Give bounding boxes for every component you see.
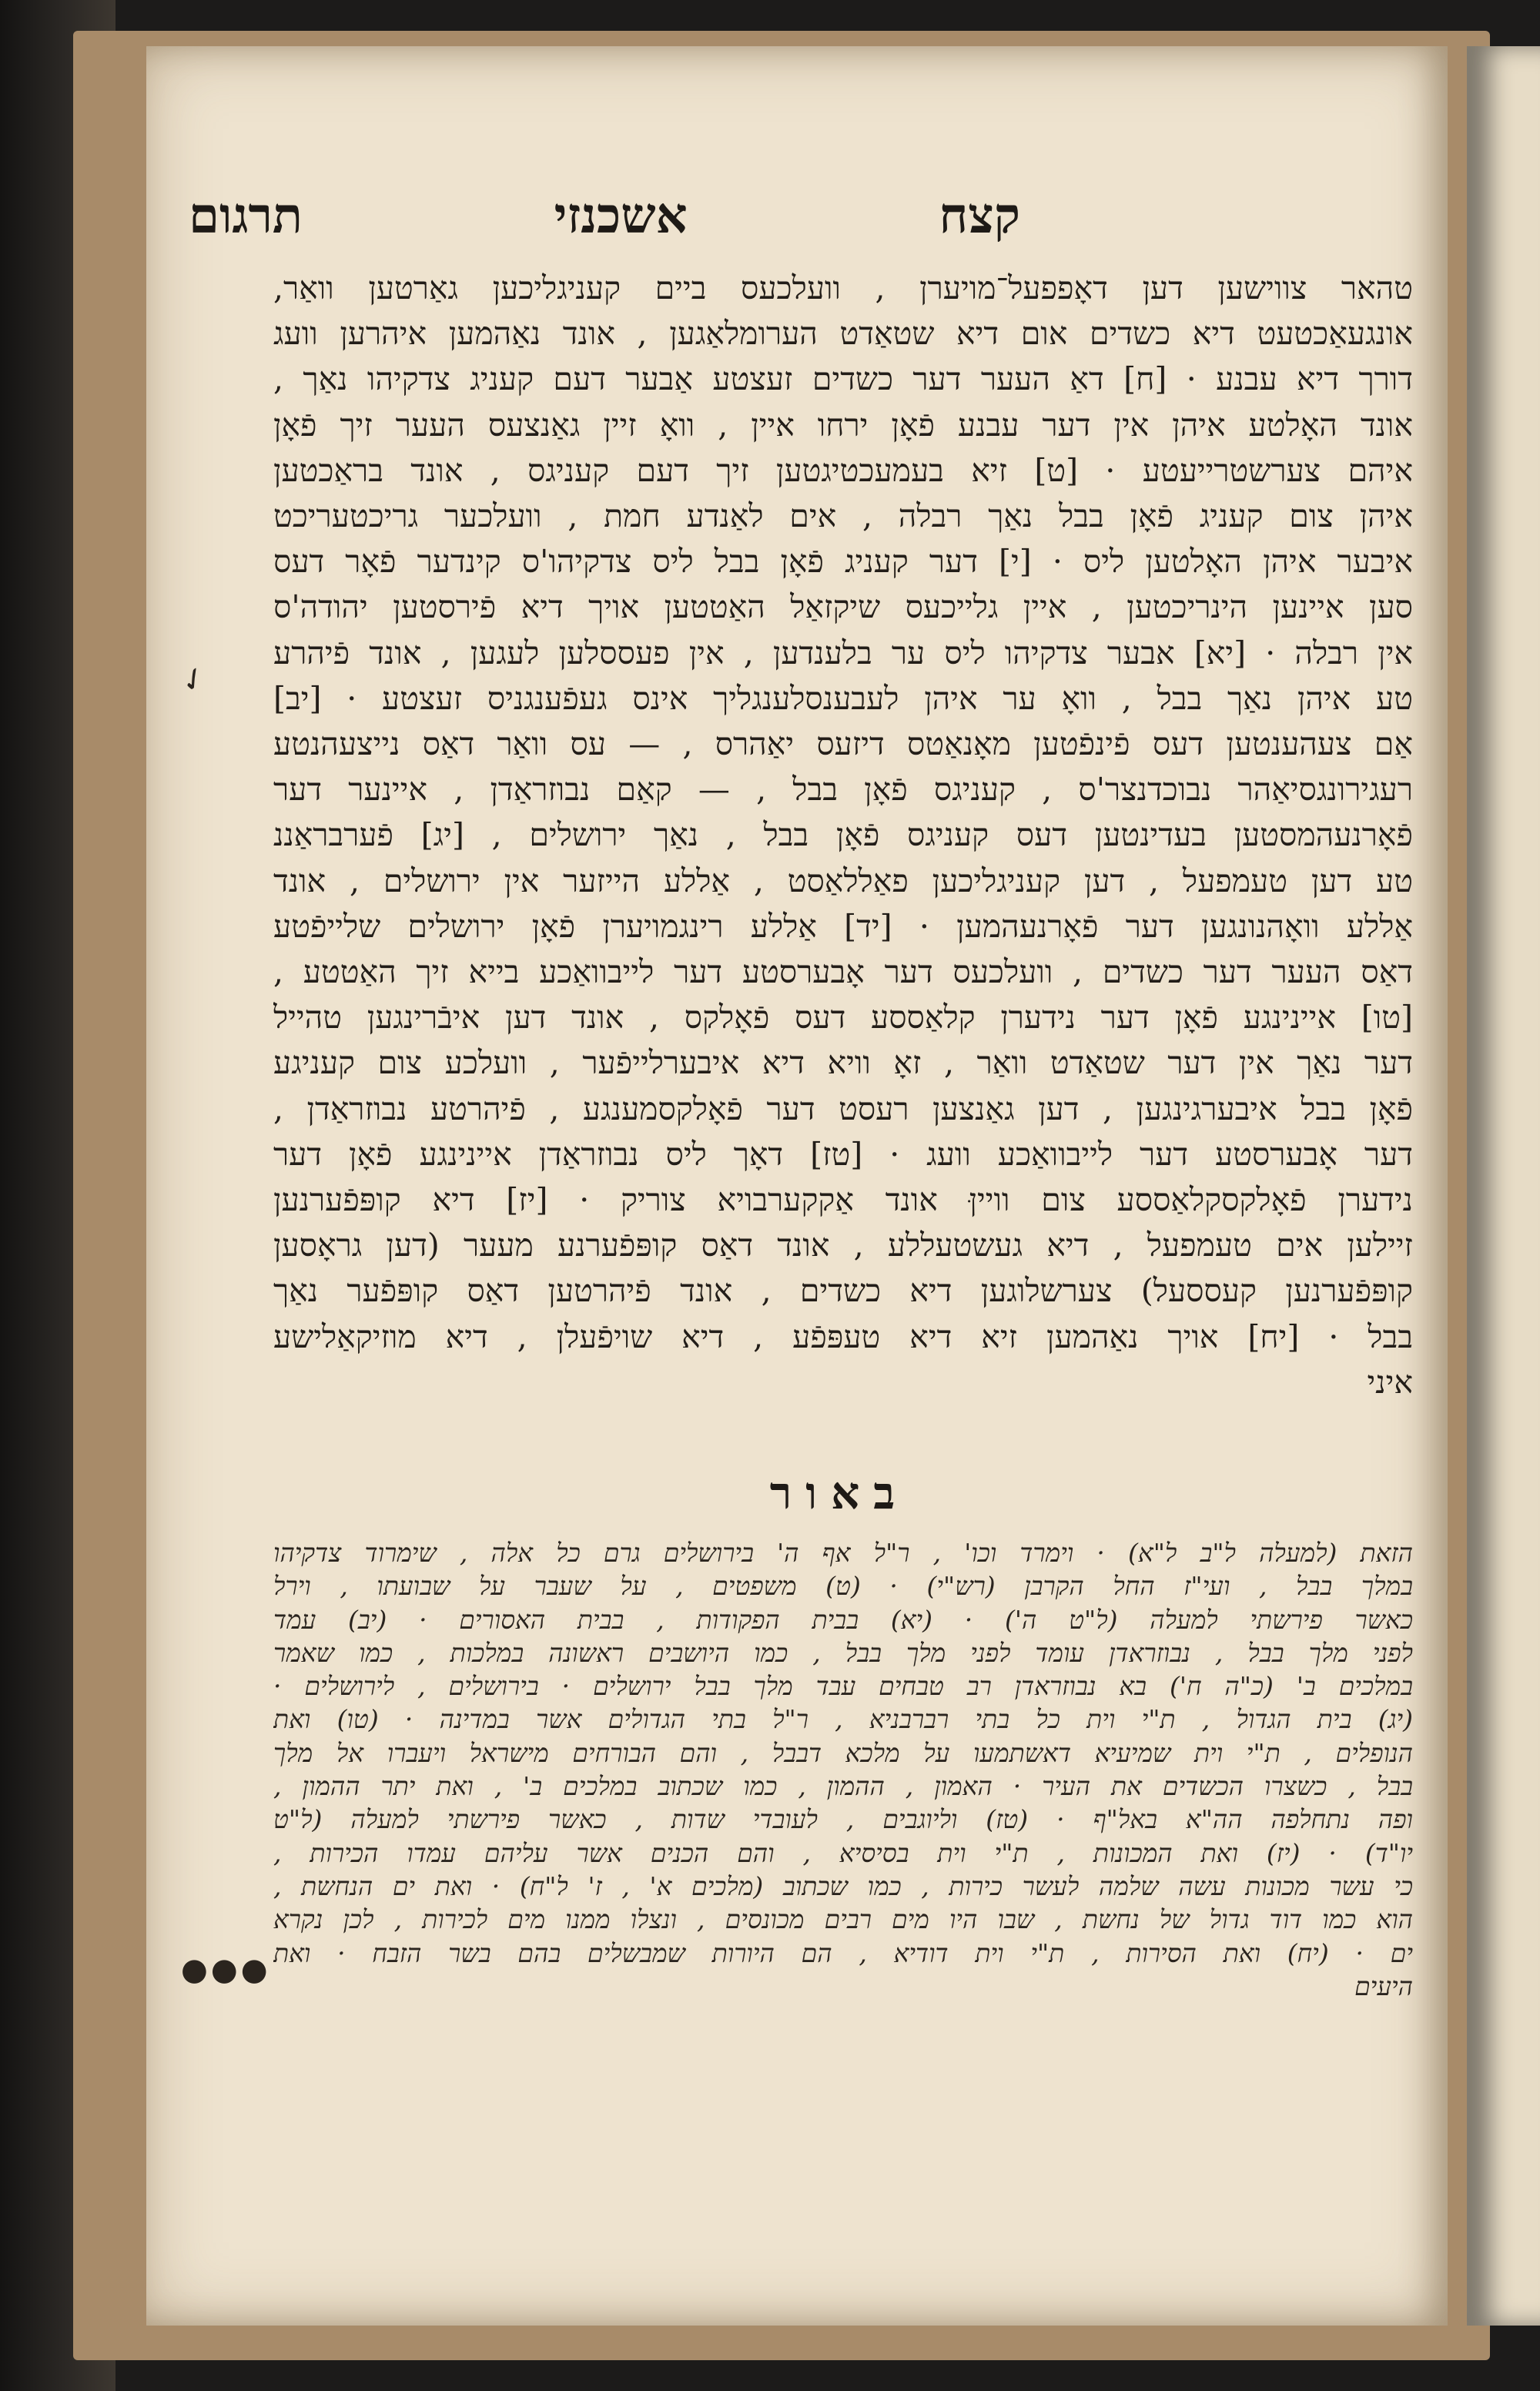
commentary-line: היעים bbox=[1354, 1971, 1413, 2001]
main-text-line: [טו] איינינגע פֿאָן דער נידערן קלאַססע דעס פֿאָלקס , אונד דען איבֿרינגען טהייל bbox=[273, 999, 1413, 1036]
commentary-line: ופה נתחלפה הה"א באל"ף · (טז) וליוגבים , לעובדי שדות , כאשר פירשתי למעלה (ל"ט bbox=[273, 1804, 1413, 1835]
margin-mark-dots: ●●● bbox=[181, 1952, 271, 1987]
main-text-line: אַללע וואָהנונגען דער פֿאָרנעהמען · [יד] אַללע רינגמויערן פֿאָן ירושלים שלייפֿטע bbox=[273, 907, 1413, 945]
page-number: קצח bbox=[939, 186, 1020, 245]
page-header bbox=[189, 173, 1020, 258]
commentary-line: כאשר פירשתי למעלה (ל"ט ה') · (יא) בבית הפקודות , בבית האסורים · (יב) עמד bbox=[273, 1604, 1413, 1635]
main-text-line: דער אָבערסטע דער לייבוואַכע וועג · [טז] דאָך ליס נבוזראַדן איינינגע פֿאָן דער bbox=[273, 1135, 1413, 1173]
commentary-line: בבל , כשצרו הכשדים את העיר · האמון , ההמון , כמו שכתוב במלכים ב' , ואת יתר ההמון , bbox=[273, 1771, 1413, 1802]
main-text-line: אונד האָלטע איהן אין דער עבנע פֿאָן ירחו איין , וואָ זיין גאַנצעס העער זיך פֿאָן bbox=[273, 406, 1413, 444]
main-text-line: קופּפֿערנען קעססעל) צערשלוגען דיא כשדים , אונד פֿיהרטען דאַס קופּפֿער נאַך bbox=[273, 1272, 1413, 1310]
commentary-block bbox=[273, 1536, 1413, 2075]
main-text-line: רעגירונגסיאַהר נבוכדנצר'ס , קעניגס פֿאָן בבל , — קאַם נבוזראַדן , איינער דער bbox=[273, 771, 1413, 809]
commentary-line: הנופלים , ת"י וית שמיעיא דאשתמעו על מלכא דבבל , והם הבורחים מישראל ויעברו אל מלך bbox=[273, 1737, 1413, 1768]
header-left-title: תרגום bbox=[189, 186, 303, 245]
main-text-block bbox=[273, 266, 1413, 1452]
main-text-line: טע דען טעמפעל , דען קעניגליכען פאַללאַסט , אַללע הייזער אין ירושלים , אונד bbox=[273, 862, 1413, 899]
main-text-line: איהן צום קעניג פֿאָן בבל נאַך רבלה , אים לאַנדע חמת , וועלכער גריכטעריכט bbox=[273, 497, 1413, 535]
main-text-line: סען איינען הינריכטען , איין גלייכעס שיקזאַל האַטטען אויך דיא פֿירסטען יהודה'ס bbox=[273, 588, 1413, 626]
main-text-line: דער נאַך אין דער שטאַדט וואַר , זאָ וויא דיא איבערלייפֿער , וועלכע צום קעניגע bbox=[273, 1044, 1413, 1082]
margin-mark-check: ✓ bbox=[173, 658, 214, 702]
section-title: באור bbox=[769, 1467, 909, 1519]
commentary-line: כי עשר מכונות עשה שלמה לעשר כירות , כמו שכתוב (מלכים א' , ז' ל"ח) · ואת ים הנחשת , bbox=[273, 1870, 1413, 1901]
main-text-line: אין רבלה · [יא] אבער צדקיהו ליס ער בלענדען , אין פעססלען לעגען , אונד פֿיהרע bbox=[273, 634, 1413, 671]
main-text-line: בבל · [יח] אויך נאַהמען זיא דיא טעפּפֿע , דיא שויפֿעלן , דיא מוזיקאַלישע bbox=[273, 1318, 1413, 1355]
main-text-line: טע איהן נאַך בבל , וואָ ער איהן לעבענסלענגליך אינס געפֿענגניס זעצטע · [יב] bbox=[273, 679, 1413, 717]
commentary-line: יו"ד) · (יז) ואת המכונות , ת"י וית בסיסיא , והם הכנים אשר עליהם עמדו הכירות , bbox=[273, 1837, 1413, 1868]
main-text-line: נידערן פֿאָלקסקלאַססע צום ווייןּ אונד אַקקערבויא צוריק · [יז] דיא קופּפֿערנען bbox=[273, 1181, 1413, 1219]
commentary-line: לפני מלך בבל , נבוזראדן עומד לפני מלך בבל , כמו היושבים ראשונה במלכות , כמו שאמר bbox=[273, 1637, 1413, 1668]
main-text-line: איבער איהן האָלטען ליס · [י] דער קעניג פֿאָן בבל ליס צדקיהו'ס קינדער פֿאָר דעס bbox=[273, 543, 1413, 581]
main-text-line: איני bbox=[1367, 1363, 1413, 1401]
commentary-line: הוא כמו דוד גדול של נחשת , שבו היו מים רבים מכונסים , ונצלו ממנו מים לכירות , לכן נקרא bbox=[273, 1904, 1413, 1935]
commentary-line: הזאת (למעלה ל"ב ל"א) · וימרד וכו' , ר"ל אף ה' בירושלים גרם כל אלה , שימרוד צדקיהו bbox=[273, 1538, 1413, 1568]
main-text-line: איהם צערשטרייעטע · [ט] זיא בעמעכטיגטען זיך דעם קעניגס , אונד בראַכטען bbox=[273, 451, 1413, 489]
main-text-line: אונגעאַכטעט דיא כשדים אום דיא שטאַדט הערומלאַגען , אונד נאַהמען איהרען וועג bbox=[273, 315, 1413, 353]
commentary-line: ים · (יח) ואת הסירות , ת"י וית דודיא , הם היורות שמבשלים בהם בשר הזבח · ואת bbox=[273, 1937, 1413, 1968]
main-text-line: פֿאָרנעהמסטען בעדינטען דעס קעניגס פֿאָן בבל , נאַך ירושלים , [יג] פֿערבראַננ bbox=[273, 816, 1413, 854]
commentary-line: (יג) בית הגדול , ת"י וית כל בתי רברבניא , ר"ל בתי הגדולים אשר במדינה · (טו) ואת bbox=[273, 1704, 1413, 1735]
commentary-line: במלך בבל , ועי"ז החל הקרבן (רש"י) · (ט) משפטים , על שעבר על שבועתו , וירל bbox=[273, 1571, 1413, 1602]
main-text-line: פֿאָן בבל איבערגינגען , דען גאַנצען רעסט דער פֿאָלקסמענגע , פֿיהרטע נבוזראַדן , bbox=[273, 1090, 1413, 1127]
next-page-edge bbox=[1467, 46, 1540, 2326]
main-text-line: זיילען אים טעמפעל , דיא געשטעללע , אונד דאַס קופּפֿערנע מעער (דען גראָסען bbox=[273, 1227, 1413, 1264]
main-text-line: טהאר צווישען דען דאָפפעל־מויערן , וועלכעס ביים קעניגליכען גאַרטען וואַר, bbox=[273, 270, 1413, 306]
commentary-line: במלכים ב' (כ"ה ח') בא נבוזראדן רב טבחים עבד מלך בבל ירושלים · בירושלים , לירושלים · bbox=[273, 1671, 1413, 1702]
main-text-line: דאַס העער דער כשדים , וועלכעס דער אָבערסטע דער לייבוואַכע בייא זיך האַטטע , bbox=[273, 953, 1413, 991]
header-center-title: אשכנזי bbox=[554, 186, 688, 245]
main-text-line: אַם צעהענטען דעס פֿינפֿטען מאָנאַטס דיזעס יאַהרס , — עס וואַר דאַס נייצעהנטע bbox=[273, 725, 1413, 763]
main-text-line: דורך דיא עבנע · [ח] דאַ העער דער כשדים זעצטע אַבער דעם קעניג צדקיהו נאַך , bbox=[273, 360, 1413, 398]
